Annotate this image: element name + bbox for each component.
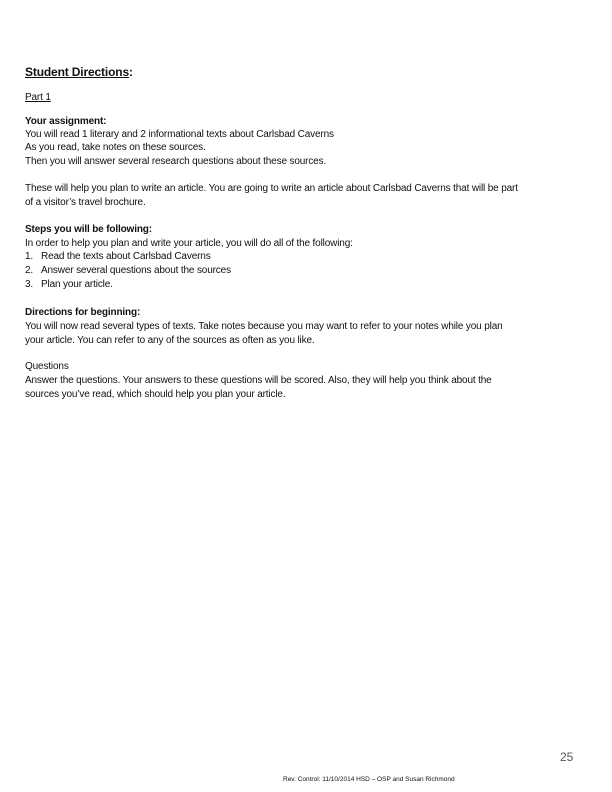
step-number: 3. — [25, 279, 34, 290]
title-text: Student Directions — [25, 65, 129, 79]
steps-intro: In order to help you plan and write your article, you will do all of the following: — [25, 238, 353, 249]
steps-heading: Steps you will be following: — [25, 224, 152, 235]
step-text: Read the texts about Carlsbad Caverns — [41, 251, 211, 262]
assignment-line: Then you will answer several research questions about these sources. — [25, 156, 327, 167]
step-item — [25, 278, 113, 291]
footer-revision: Rev. Control: 11/10/2014 HSD – OSP and Susan Richmond — [283, 776, 455, 783]
assignment-line: You will read 1 literary and 2 informational texts about Carlsbad Caverns — [25, 129, 334, 140]
questions-line: sources you’ve read, which should help you plan your article. — [25, 389, 286, 400]
page-number: 25 — [560, 750, 574, 764]
step-item — [25, 264, 231, 277]
part-label: Part 1 — [25, 92, 51, 103]
assignment-line: As you read, take notes on these sources. — [25, 142, 206, 153]
beginning-line: You will now read several types of texts. Take notes because you may want to refer to your notes while you plan — [25, 321, 503, 332]
step-number: 1. — [25, 251, 34, 262]
page-title — [25, 66, 133, 79]
step-number: 2. — [25, 265, 34, 276]
step-text: Answer several questions about the sources — [41, 265, 231, 276]
beginning-line: your article. You can refer to any of the sources as often as you like. — [25, 335, 315, 346]
title-colon: : — [128, 65, 133, 79]
purpose-line: of a visitor’s travel brochure. — [25, 197, 146, 208]
beginning-heading: Directions for beginning: — [25, 307, 141, 318]
assignment-heading: Your assignment: — [25, 116, 107, 127]
step-text: Plan your article. — [41, 279, 113, 290]
step-item — [25, 250, 211, 263]
purpose-line: These will help you plan to write an article. You are going to write an article about Carlsbad Caverns that will be part — [25, 183, 518, 194]
questions-line: Answer the questions. Your answers to these questions will be scored. Also, they will help you think about the — [25, 375, 492, 386]
questions-heading: Questions — [25, 361, 69, 372]
